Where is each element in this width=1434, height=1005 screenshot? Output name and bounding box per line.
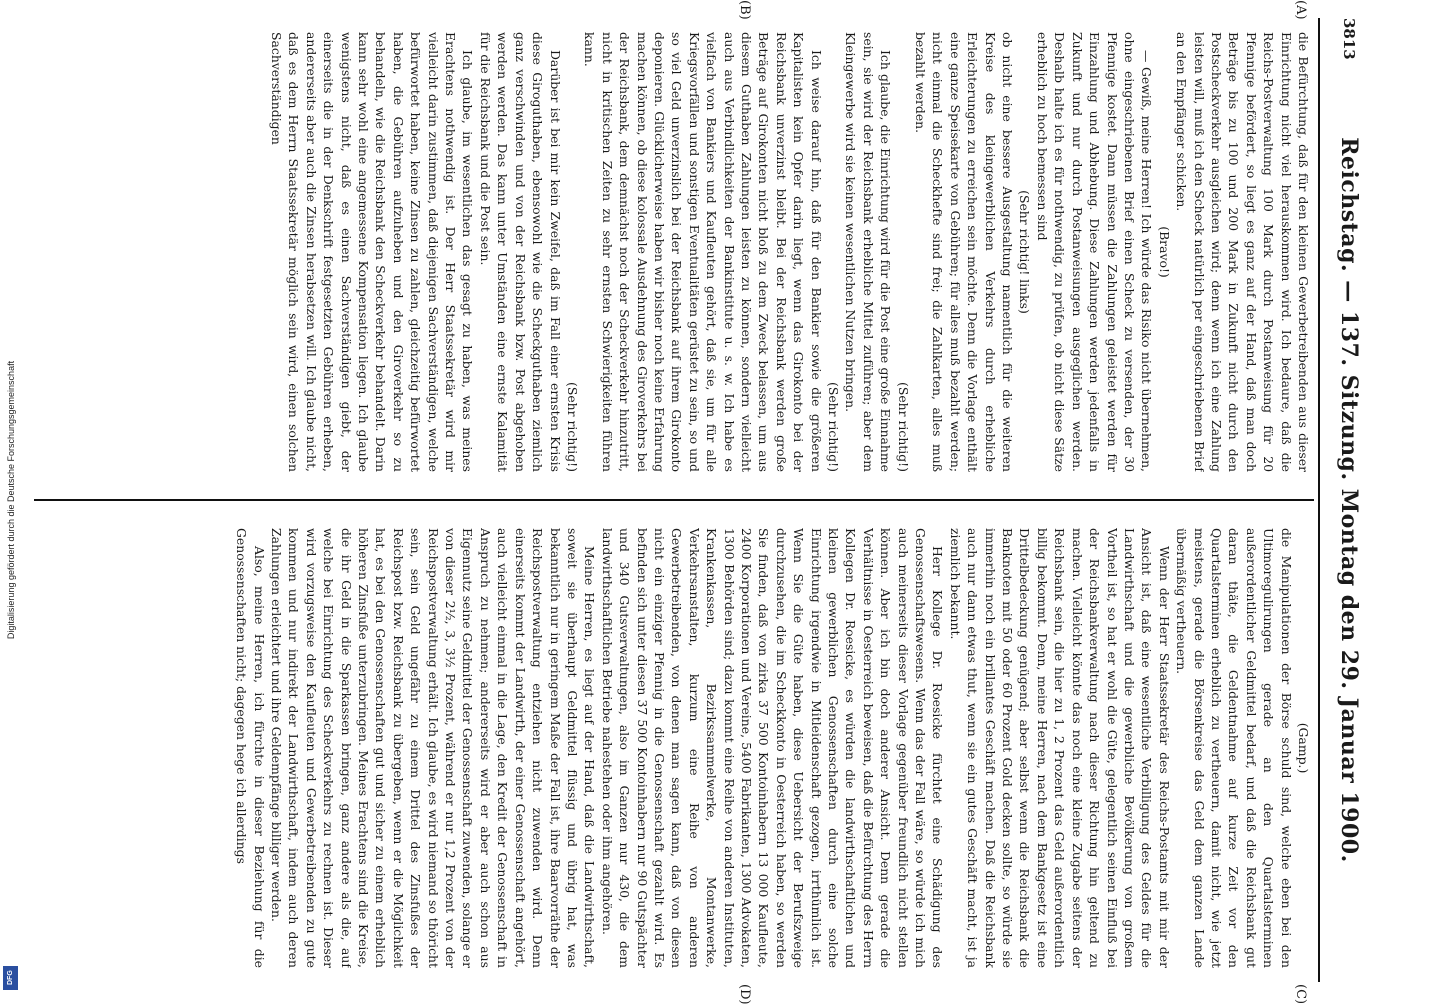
paragraph: Darüber ist bei mir kein Zweifel, daß im Fall einer ernsten Krisis diese Giroguthaben, ebensowohl wie die Scheckguthaben ziemlich ganz verschwinden und von der Reichsbank bzw. Post abgehoben werden werden. Das kann unter Umständen eine ernste Kalamität für die Reichsbank und die Post sein. [477,32,563,472]
margin-mark-b: (B) [737,0,752,20]
interjection: (Sehr richtig! links) [1017,190,1033,314]
paragraph: Also, meine Herren, ich fürchte in dieser Beziehung für die Genossenschaften nicht; dagegen hege ich allerdings [234,528,267,968]
page-number: 3813 [1340,18,1358,60]
right-text-column [42,32,1312,472]
margin-mark-c: (C) [1293,984,1308,1005]
paragraph: Ich glaube, die Einrichtung wird für die Post eine große Einnahme sein, sie wird der Reichsbank erhebliche Mittel zuführen; aber dem Kleingewerbe wird sie keinen wesentlichen Nutzen bringen. [843,32,894,472]
rotated-printed-page [22,0,1372,1005]
margin-mark-d: (D) [737,984,752,1005]
interjection: (Bravo!) [1156,226,1172,278]
page-title: Reichstag. — 137. Sitzung. Montag den 29. Januar 1900. [1336,137,1362,863]
page-header [1324,18,1364,982]
digitization-note: Digitalisierung gefördert durch die Deutsche Forschungsgemeinschaft [6,360,16,640]
dfg-logo-icon: DFG [3,966,18,990]
paragraph: Ich weise darauf hin, daß für den Bankier sowie die größeren Kapitalisten kein Opfer darin liegt, wenn das Girokonto bei der Reichsbank unverzinst bleibt. Bei der Reichsbank werden große Beträge auf Girokonten nicht bloß zu dem Zweck belassen, um aus diesem Guthaben Zahlungen leisten zu können, sondern vielleicht auch aus Verbindlichkeiten der Bankinstitute u. s. w. Ich habe es vielfach von Bankiers und Kaufleuten gehört, daß sie, um für alle Kriegsvorfällen und sonstigen Eventualitäten gerüstet zu sein, so und so viel Geld unverzinslich bei der Reichsbank auf ihrem Girokonto deponieren. Glücklicherweise haben wir bisher noch keine Erfahrung machen können, ob diese kolossale Ausdehnung des Giroverkehrs bei der Reichsbank, dem demnächst noch der Scheckverkehr hinzutritt, nicht in kritischen Zeiten zu sehr ernsten Schwierigkeiten führen kann. [582,32,824,472]
interjection: (Sehr richtig!) [564,382,580,472]
interjection: (Sehr richtig!) [826,382,842,472]
left-text-column [42,528,1312,968]
paragraph: die Manipulationen der Börse schuld sind, welche eben bei den Ultimoregulirungen gerade an den Quartalsterminen außerordentlicher Geldmittel bedarf, und daß die Reichsbank gut daran thäte, die Geldentnahme auf kurze Zeit vor den Quartalsterminen erheblich zu vertheuern, damit nicht, wie jetzt meistens, gerade die Börsenkreise das Geld dem ganzen Lande übermäßig vertheuern. [1174,528,1294,968]
margin-mark-a: (A) [1293,0,1308,20]
paragraph: die Befürchtung, daß für den kleinen Gewerbetreibenden aus dieser Einrichtung nicht viel herauskommen wird. Ich bedaure, daß die Reichs-Postverwaltung 100 Mark durch Postanweisung für 20 Pfennige befördert, so liegt es ganz auf der Hand, daß man doch Beträge bis zu 100 und 200 Mark in Zukunft nicht durch den Postscheckverkehr ausgleichen wird; denn wenn ich eine Zahlung leisten will, muß ich den Scheck natürlich per eingeschriebenen Brief an den Empfänger schicken. [1174,32,1311,472]
paragraph: Ich glaube, im wesentlichen das gesagt zu haben, was meines Erachtens nothwendig ist. Der Herr Staatssekretär wird mir vielleicht darin zustimmen, daß diejenigen Sachverständigen, welche befürwortet haben, keine Zinsen zu zahlen, gleichzeitig befürwortet haben, die Gebühren aufzuheben und den Giroverkehr so zu behandeln, wie die Reichsbank den Scheckverkehr behandelt. Darin kann sehr wohl eine angemessene Kompensation liegen. Ich glaube wenigstens nicht, daß es einen Sachverständigen giebt, der einerseits die in der Denkschrift festgesetzten Gebühren erheben, andererseits aber auch die Zinsen herabsetzen will. Ich glaube nicht, daß es dem Herrn Staatssekretär möglich sein wird, einen solchen Sachverständigen [269,32,476,472]
column-rule [34,499,1314,501]
paragraph: Wenn der Herr Staatssekretär des Reichs-Postamts mit mir der Ansicht ist, daß eine wesentliche Verbilligung des Geldes für die Landwirthschaft und die gewerbliche Bevölkerung von großem Vortheil ist, so hat er wohl die Güte, gelegentlich seinen Einfluß bei der Reichsbankverwaltung nach dieser Richtung hin geltend zu machen. Vielleicht könnte das noch eine kleine Zugabe seitens der Reichsbank sein, die hier zu 1, 2 Prozent das Geld außerordentlich billig bekommt. Denn, meine Herren, nach dem Bankgesetz ist eine Drittelbedeckung genügend; aber selbst wenn die Reichsbank die Banknoten mit 50 oder 60 Prozent Gold decken sollte, so würde sie immerhin noch ein brillantes Geschäft machen. Daß die Reichsbank auch nur dann etwas thut, wenn sie ein gutes Geschäft macht, ist ja ziemlich bekannt. [947,528,1172,968]
speaker-label: (Gamp.) [1296,722,1311,774]
paragraph: Herr Kollege Dr. Roesicke fürchtet eine Schädigung des Genossenschaftswesens. Wenn das der Fall wäre, so würde ich mich auch meinerseits dieser Vorlage gegenüber freundlich nicht stellen können. Aber ich bin doch anderer Ansicht. Denn gerade die Verhältnisse in Oesterreich beweisen, daß die Befürchtung des Herrn Kollegen Dr. Roesicke, es würden die landwirthschaftlichen und kleinen gewerblichen Genossenschaften durch eine solche Einrichtung irgendwie in Mitleidenschaft gezogen, irrthümlich ist. Wenn Sie die Güte haben, diese Uebersicht der Berufszweige durchzusehen, die im Scheckkonto in Oesterreich haben, so werden Sie finden, daß von zirka 37 500 Kontoinhabern 13 000 Kaufleute, 2400 Korporationen und Vereine, 5400 Fabrikanten, 1300 Advokaten, 1300 Behörden sind; dazu kommt eine Reihe von anderen Instituten, Krankenkassen, Bezirkssammelwerke, Montanwerke, Verkehrsanstalten, kurzum eine Reihe von anderen Gewerbetreibenden, von denen man sagen kann, daß von diesen nicht ein einziger Pfennig in die Genossenschaft gezahlt wird. Es befinden sich unter diesen 37 500 Kontoinhabern nur 90 Gutspächter und 340 Gutsverwaltungen, also im Ganzen nur 430, die dem landwirthschaftlichen Betriebe nahestehen oder ihm angehören. [599,528,946,968]
paragraph: Meine Herren, es liegt auf der Hand, daß die Landwirthschaft, soweit sie überhaupt Geldmittel flüssig und übrig hat, was bekanntlich nur in geringem Maße der Fall ist, ihre Baarvorräthe der Reichspostverwaltung entziehen nicht zuwenden wird. Denn einerseits kommt der Landwirth, der einer Genossenschaft angehört, auch vielleicht einmal in die Lage, den Kredit der Genossenschaft in Anspruch zu nehmen; andererseits wird er aber auch schon aus Eigennutz seine Geldmittel der Genossenschaft zuwenden, solange er von dieser 2½, 3, 3½ Prozent, während er nur 1,2 Prozent von der Reichspostverwaltung erhält. Ich glaube, es wird niemand so thöricht sein, sein Geld ungefähr zu einem Drittel des Zinsfußes der Reichspost bzw. Reichsbank zu übergeben, wenn er die Möglichkeit hat, es bei den Genossenschaften gut und sicher zu einem erheblich höheren Zinsfuße unterzubringen. Meines Erachtens sind die Kreise, die ihr Geld in die Sparkassen bringen, ganz andere als die, auf welche bei Einrichtung des Scheckverkehrs zu rechnen ist. Dieser wird vorzugsweise den Kaufleuten und Gewerbetreibenden zu gute kommen und nur indirekt der Landwirthschaft, indem auch deren Zahlungen erleichtert und ihre Geldempfänge billiger werden. [269,528,598,968]
interjection: (Sehr richtig!) [895,382,911,472]
header-rule [1318,18,1320,982]
paragraph: — Gewiß, meine Herren! Ich würde das Risiko nicht übernehmen, ohne eingeschriebenen Brief einen Scheck zu versenden, der 30 Pfennige kostet. Dann müssen die Zahlungen geleistet werden für Einzahlung und Abhebung. Diese Zahlungen werden jedenfalls in Zukunft und nur durch Postanweisungen ausgeglichen werden. Deshalb halte ich es für nothwendig, zu prüfen, ob nicht diese Sätze erheblich zu hoch bemessen sind [1034,32,1155,472]
digitization-sidebar [0,0,22,1000]
paragraph: ob nicht eine bessere Ausgestaltung namentlich für die weiteren Kreise des kleingewerblichen Verkehrs durch erhebliche Erleichterungen zu erreichen sein möchte. Denn die Vorlage enthält eine ganze Speisekarte von Gebühren; für alles muß bezahlt werden; nicht einmal die Scheckhefte sind frei; die Zahlkarten, alles muß bezahlt werden. [913,32,1016,472]
